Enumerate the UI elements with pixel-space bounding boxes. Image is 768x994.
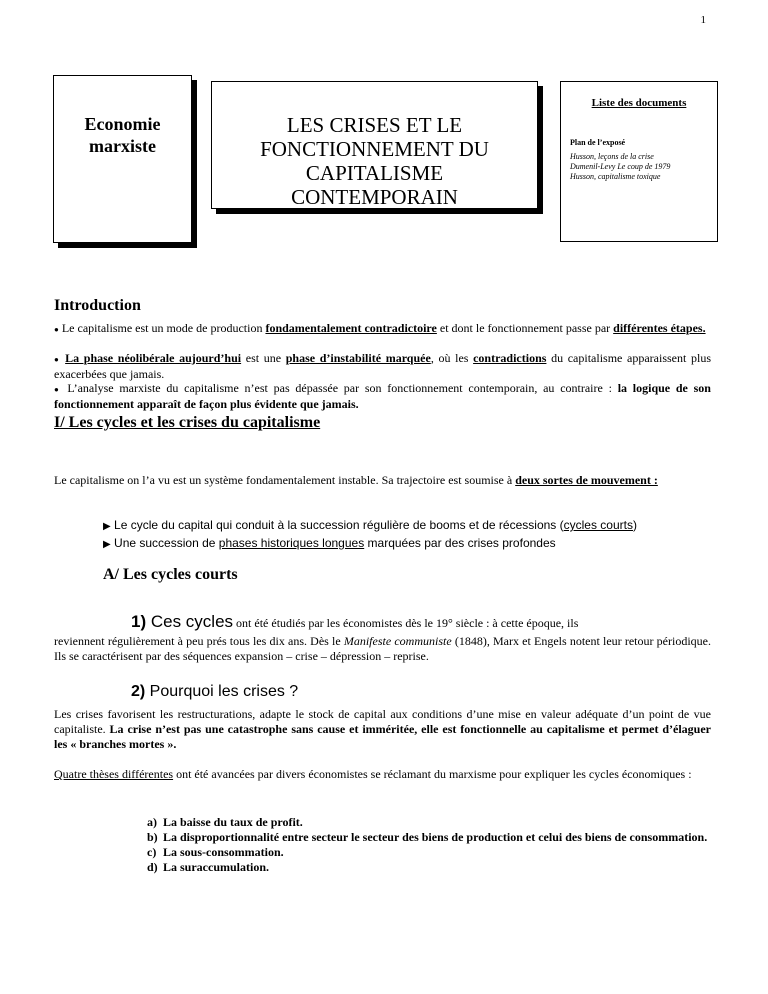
document-item: Husson, leçons de la crise [570,152,654,161]
documents-box [560,81,718,242]
document-item: Dumenil-Levy Le coup de 1979 [570,162,671,171]
subsection-2-para: Les crises favorisent les restructurations, adapte le stock de capital aux conditions d’une mise en valeur adéquate d’un point de vue capitaliste. La crise n’est pas une catastrophe sans cause et imméritée, elle est fonctionnelle au capitalisme et permet d’élaguer les « branches mortes ». [54,707,711,751]
documents-list [570,152,717,182]
subsection-1-para: reviennent régulièrement à peu prés tous les dix ans. Dès le Manifeste communiste (1848), Marx et Engels notent leur retour périodique. Ils se caractérisent par des séquences expansion – crise – dépression – reprise. [54,634,711,663]
movement-list [103,517,713,553]
intro-para-1: ● Le capitalisme est un mode de production fondamentalement contradictoire et dont le fonctionnement passe par différentes étapes. [54,321,706,335]
section-1-heading: I/ Les cycles et les crises du capitalisme [54,414,321,431]
subsection-2-heading: 2) Pourquoi les crises ? [131,683,299,700]
section-1-para: Le capitalisme on l’a vu est un système fondamentalement instable. Sa trajectoire est soumise à deux sortes de mouvement : [54,473,658,487]
subject-box [53,75,192,243]
theses-list [147,815,717,875]
theses-intro: Quatre thèses différentes ont été avancées par divers économistes se réclamant du marxisme pour expliquer les cycles économiques : [54,767,692,781]
intro-para-2: ● La phase néolibérale aujourd’hui est une phase d’instabilité marquée, où les contradictions du capitalisme apparaissent plus exacerbées que jamais. [54,351,711,381]
intro-para-3: ● L’analyse marxiste du capitalisme n’est pas dépassée par son fonctionnement contemporain, au contraire : la logique de son fonctionnement apparaît de façon plus évidente que jamais. [54,381,711,411]
list-item: ▶ Une succession de phases historiques longues marquées par des crises profondes [103,536,556,550]
subject-label: Economie marxiste [84,114,161,156]
subsection-1-heading: 1) Ces cycles ont été étudiés par les économistes dès le 19° siècle : à cette époque, ils [131,612,579,631]
documents-heading: Liste des documents [591,97,687,109]
list-item: b) La disproportionnalité entre secteur le secteur des biens de production et celui des biens de consommation. [147,830,708,844]
page-number: 1 [700,14,706,26]
arrow-right-icon: ▶ [103,521,111,532]
document-item: Husson, capitalisme toxique [570,172,661,181]
bullet-icon: ● [54,355,61,364]
arrow-right-icon: ▶ [103,539,111,550]
documents-sub: Plan de l’exposé [570,138,626,147]
section-a-heading: A/ Les cycles courts [103,566,238,583]
page-title: LES CRISES ET LE FONCTIONNEMENT DU CAPITALISME CONTEMPORAIN [260,113,489,209]
list-item: c) La sous-consommation. [147,845,284,859]
bullet-icon: ● [54,325,59,334]
title-box [211,81,538,209]
bullet-icon: ● [54,385,62,394]
intro-heading: Introduction [54,297,141,314]
list-item: ▶ Le cycle du capital qui conduit à la succession régulière de booms et de récessions (cycles courts) [103,518,637,532]
list-item: d) La suraccumulation. [147,860,270,874]
list-item: a) La baisse du taux de profit. [147,815,303,829]
